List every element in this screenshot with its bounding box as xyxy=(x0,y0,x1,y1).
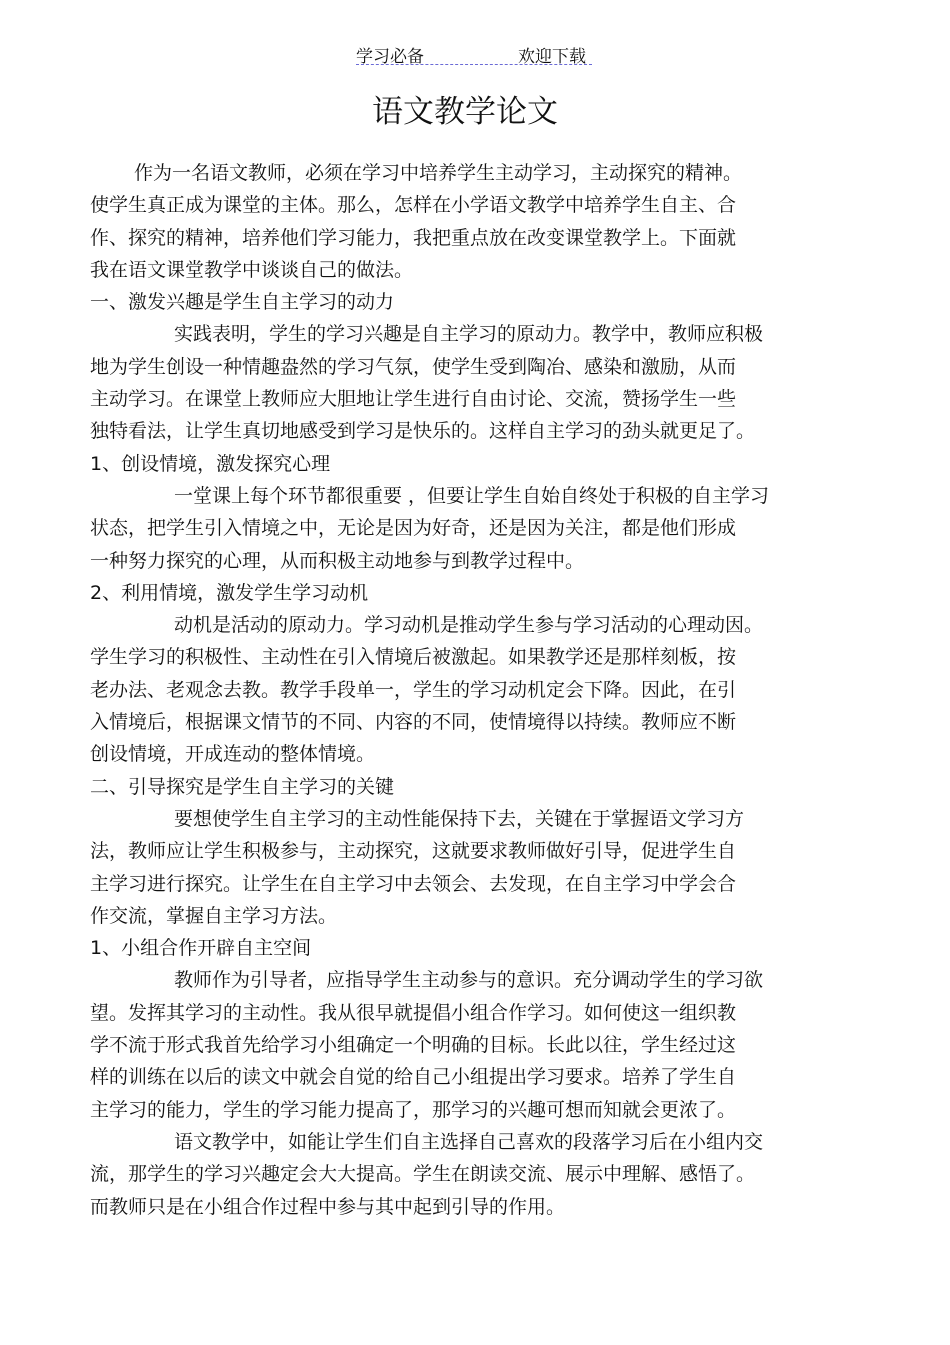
body-text-line: 流，那学生的学习兴趣定会大大提高。学生在朗读交流、展示中理解、感悟了。 xyxy=(90,1163,756,1186)
body-text-line: 二、引导探究是学生自主学习的关键 xyxy=(90,775,395,798)
body-text-line: 1、小组合作开辟自主空间 xyxy=(90,937,312,960)
body-text-line: 老办法、老观念去教。教学手段单一，学生的学习动机定会下降。因此，在引 xyxy=(90,678,737,701)
body-text-line: 使学生真正成为课堂的主体。那么，怎样在小学语文教学中培养学生自主、合 xyxy=(90,194,737,217)
body-text-line: 主学习的能力，学生的学习能力提高了，那学习的兴趣可想而知就会更浓了。 xyxy=(90,1098,737,1121)
body-text-line: 我在语文课堂教学中谈谈自己的做法。 xyxy=(90,258,414,281)
body-text-line: 作为一名语文教师，必须在学习中培养学生主动学习，主动探究的精神。 xyxy=(134,162,743,184)
body-text-line: 状态，把学生引入情境之中，无论是因为好奇，还是因为关注，都是他们形成 xyxy=(90,517,737,540)
body-text-line: 样的训练在以后的读文中就会自觉的给自己小组提出学习要求。培养了学生自 xyxy=(90,1066,737,1089)
body-text-line: 作交流，掌握自主学习方法。 xyxy=(90,904,338,927)
body-text-line: 2、利用情境，激发学生学习动机 xyxy=(90,581,369,604)
body-text-line: 教师作为引导者，应指导学生主动参与的意识。充分调动学生的学习欲 xyxy=(174,969,764,992)
body-text-line: 主动学习。在课堂上教师应大胆地让学生进行自由讨论、交流，赞扬学生一些 xyxy=(90,388,737,411)
body-text-line: 创设情境，开成连动的整体情境。 xyxy=(90,743,376,766)
body-text-line: 作、探究的精神，培养他们学习能力，我把重点放在改变课堂教学上。下面就 xyxy=(90,226,737,249)
body-text-line: 动机是活动的原动力。学习动机是推动学生参与学习活动的心理动因。 xyxy=(174,614,764,637)
header-left-text: 学习必备 xyxy=(356,47,424,67)
body-text-line: 语文教学中，如能让学生们自主选择自己喜欢的段落学习后在小组内交 xyxy=(174,1130,764,1153)
body-text-line: 法，教师应让学生积极参与，主动探究，这就要求教师做好引导，促进学生自 xyxy=(90,840,737,863)
body-text-line: 实践表明，学生的学习兴趣是自主学习的原动力。教学中，教师应积极 xyxy=(174,323,764,346)
document-body xyxy=(90,157,850,1223)
body-text-line: 一、激发兴趣是学生自主学习的动力 xyxy=(90,291,395,314)
body-text-line: 一种努力探究的心理，从而积极主动地参与到教学过程中。 xyxy=(90,549,585,572)
header-right-text: 欢迎下载 xyxy=(518,47,586,67)
body-text-line: 入情境后，根据课文情节的不同、内容的不同，使情境得以持续。教师应不断 xyxy=(90,711,737,734)
body-text-line: 望。发挥其学习的主动性。我从很早就提倡小组合作学习。如何使这一组织教 xyxy=(90,1001,737,1024)
body-text-line: 而教师只是在小组合作过程中参与其中起到引导的作用。 xyxy=(90,1195,566,1218)
page-header xyxy=(356,40,592,65)
body-text-line: 学不流于形式我首先给学习小组确定一个明确的目标。长此以往，学生经过这 xyxy=(90,1034,737,1057)
body-text-line: 1、创设情境，激发探究心理 xyxy=(90,452,331,475)
body-text-line: 一堂课上每个环节都很重要 ，但要让学生自始自终处于积极的自主学习 xyxy=(174,484,770,507)
document-title: 语文教学论文 xyxy=(372,94,558,130)
body-text-line: 独特看法，让学生真切地感受到学习是快乐的。这样自主学习的劲头就更足了。 xyxy=(90,420,756,443)
body-text-line: 地为学生创设一种情趣盎然的学习气氛，使学生受到陶冶、感染和激励，从而 xyxy=(90,355,737,378)
body-text-line: 主学习进行探究。让学生在自主学习中去领会、去发现，在自主学习中学会合 xyxy=(90,872,737,895)
body-text-line: 学生学习的积极性、主动性在引入情境后被激起。如果教学还是那样刻板，按 xyxy=(90,646,737,669)
body-text-line: 要想使学生自主学习的主动性能保持下去，关键在于掌握语文学习方 xyxy=(174,807,745,830)
